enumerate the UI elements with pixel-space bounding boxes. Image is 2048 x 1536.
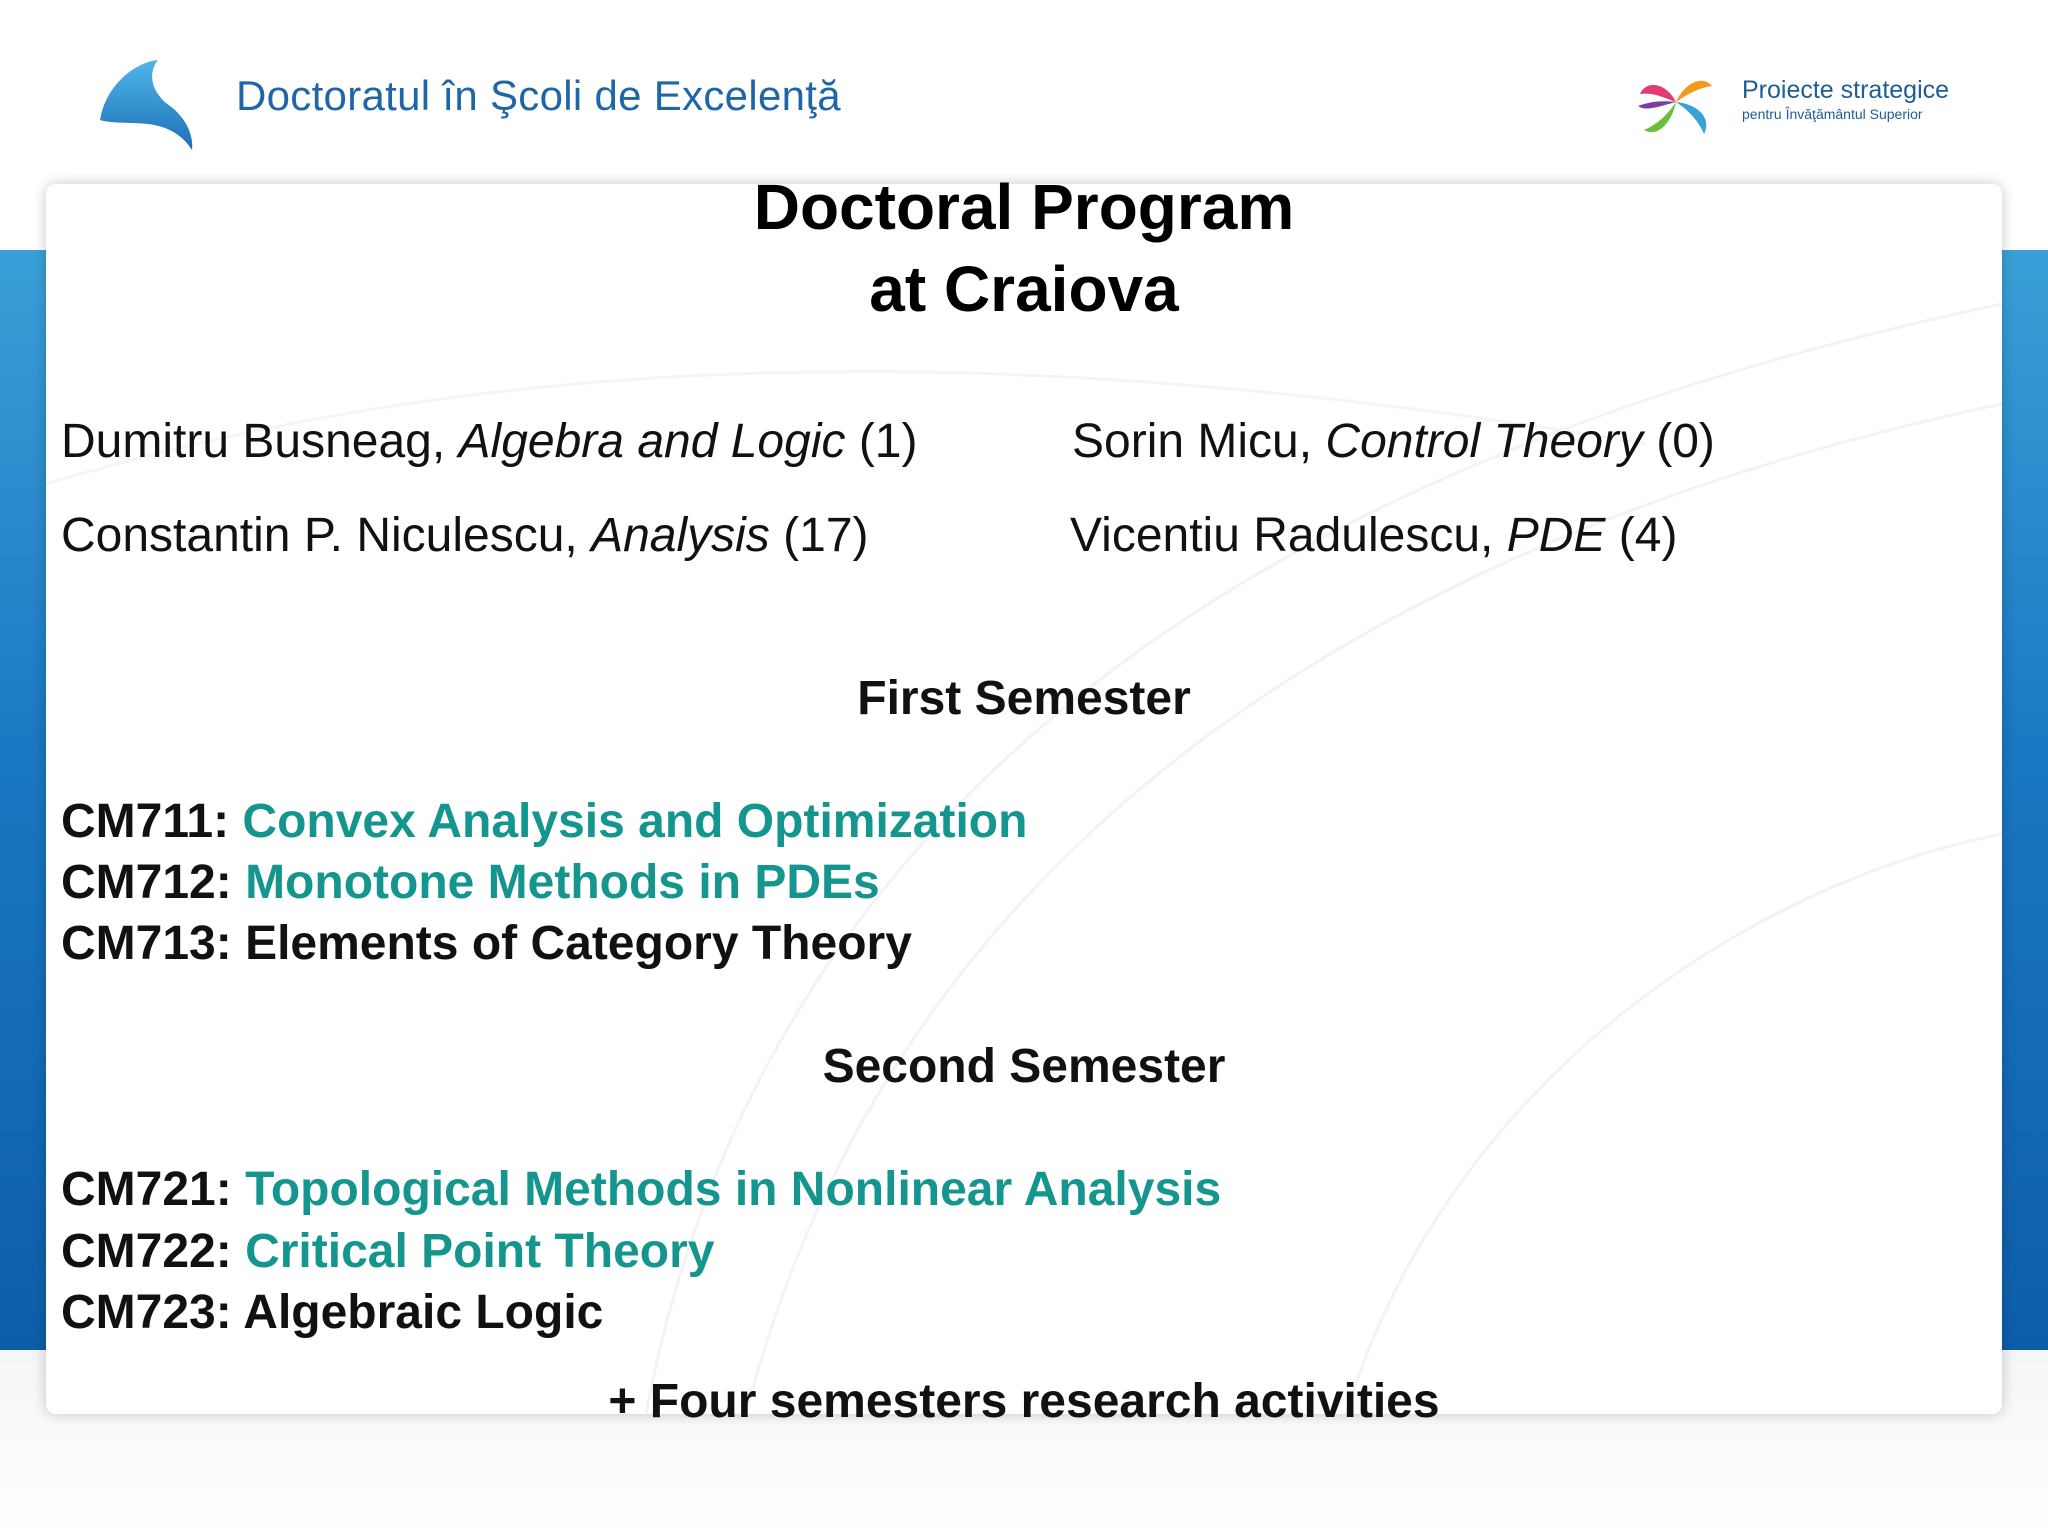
course-code: CM712:: [61, 856, 246, 909]
course-title: Elements of Category Theory: [245, 917, 912, 970]
faculty-count: (4): [1605, 509, 1678, 562]
course-item: [61, 916, 912, 971]
faculty-field: Algebra and Logic: [458, 415, 846, 468]
course-code: CM722:: [61, 1225, 246, 1278]
research-activities-note: + Four semesters research activities: [608, 1375, 1440, 1428]
page-title-line2: at Craiova: [869, 253, 1179, 325]
course-title: Monotone Methods in PDEs: [245, 856, 880, 909]
course-code: CM713:: [61, 917, 246, 970]
page-title-line1: Doctoral Program: [753, 171, 1295, 243]
course-code: CM721:: [61, 1163, 246, 1216]
course-item: [61, 1285, 603, 1340]
faculty-field: Analysis: [591, 509, 770, 562]
faculty-name: Vicentiu Radulescu,: [1070, 509, 1507, 562]
faculty-field: Control Theory: [1325, 415, 1643, 468]
course-title: Topological Methods in Nonlinear Analysis: [245, 1163, 1222, 1216]
faculty-count: (17): [769, 509, 869, 562]
semester-heading-second: Second Semester: [822, 1040, 1226, 1093]
faculty-item: [61, 508, 869, 563]
course-code: CM723:: [61, 1286, 244, 1339]
course-title: Algebraic Logic: [243, 1286, 604, 1339]
faculty-item: [1072, 414, 1715, 469]
course-title: Convex Analysis and Optimization: [242, 795, 1028, 848]
faculty-item: [61, 414, 917, 469]
proiecte-strategice-logo-icon: [1636, 62, 1716, 142]
faculty-name: Constantin P. Niculescu,: [61, 509, 592, 562]
doctoratul-brand-text: Doctoratul în Şcoli de Excelenţă: [236, 72, 841, 119]
faculty-item: [1070, 508, 1677, 563]
doctoratul-logo-icon: [96, 54, 206, 154]
faculty-count: (0): [1642, 415, 1715, 468]
course-item: [61, 855, 880, 910]
course-code: CM711:: [61, 795, 243, 848]
semester-heading-first: First Semester: [857, 672, 1191, 725]
proiecte-strategice-subtext: pentru Învăţământul Superior: [1742, 106, 1923, 122]
faculty-name: Sorin Micu,: [1072, 415, 1326, 468]
course-title: Critical Point Theory: [245, 1225, 715, 1278]
course-item: [61, 1162, 1221, 1217]
proiecte-strategice-text: Proiecte strategice: [1742, 76, 1950, 104]
faculty-name: Dumitru Busneag,: [61, 415, 459, 468]
faculty-field: PDE: [1506, 509, 1606, 562]
faculty-count: (1): [845, 415, 918, 468]
course-item: [61, 1224, 714, 1279]
course-item: [61, 794, 1027, 849]
